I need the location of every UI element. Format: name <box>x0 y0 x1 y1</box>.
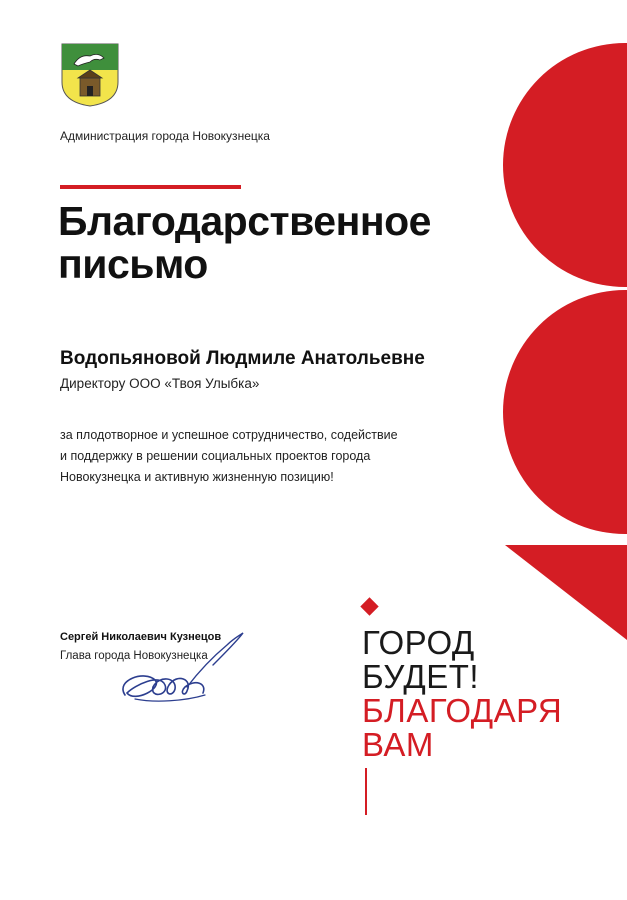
slogan-line: ГОРОД <box>362 624 475 661</box>
handwritten-signature-icon <box>115 625 250 710</box>
lower-red-circle <box>503 290 627 534</box>
red-diamond-icon <box>360 597 378 615</box>
body-line: Новокузнецка и активную жизненную позицию! <box>60 470 334 484</box>
document-title <box>58 200 431 286</box>
body-line: и поддержку в решении социальных проектов города <box>60 449 371 463</box>
title-line: письмо <box>58 241 208 287</box>
recipient-name: Водопьяновой Людмиле Анатольевне <box>60 348 425 369</box>
red-vertical-bar <box>365 768 367 815</box>
coat-of-arms-icon <box>60 42 120 108</box>
signer-title: Глава города Новокузнецка <box>60 650 208 662</box>
slogan-line: БУДЕТ! <box>362 658 480 695</box>
upper-red-circle <box>503 43 627 287</box>
slogan-line: ВАМ <box>362 726 434 763</box>
body-line: за плодотворное и успешное сотрудничество, содействие <box>60 428 398 442</box>
slogan <box>362 626 562 762</box>
organization-name: Администрация города Новокузнецка <box>60 129 270 143</box>
signer-name: Сергей Николаевич Кузнецов <box>60 631 222 643</box>
gratitude-text <box>60 425 398 488</box>
recipient-position: Директору ООО «Твоя Улыбка» <box>60 376 260 391</box>
title-line: Благодарственное <box>58 198 431 244</box>
red-divider <box>60 185 241 189</box>
slogan-line: БЛАГОДАРЯ <box>362 692 563 729</box>
